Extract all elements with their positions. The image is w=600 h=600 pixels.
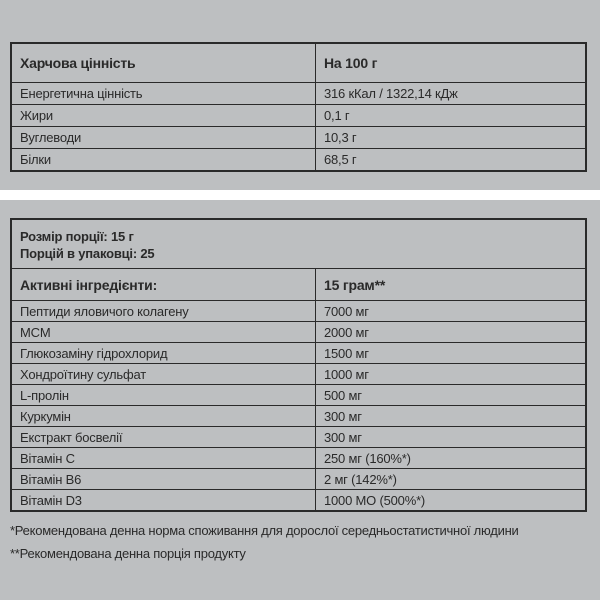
- row-name: Пептиди яловичого колагену: [11, 301, 316, 322]
- row-name: Вітамін D3: [11, 490, 316, 512]
- row-value: 0,1 г: [316, 105, 587, 127]
- table-header-row: [11, 269, 586, 301]
- serving-info-cell: [11, 219, 586, 269]
- header-cell-name: Харчова цінність: [11, 43, 316, 83]
- row-name: Енергетична цінність: [11, 83, 316, 105]
- row-value: 1000 мг: [316, 364, 587, 385]
- row-value: 68,5 г: [316, 149, 587, 172]
- row-name: Куркумін: [11, 406, 316, 427]
- table-row: [11, 448, 586, 469]
- header-cell-value: На 100 г: [316, 43, 587, 83]
- row-value: 300 мг: [316, 406, 587, 427]
- row-value: 2000 мг: [316, 322, 587, 343]
- table-row: [11, 83, 586, 105]
- row-name: MCM: [11, 322, 316, 343]
- row-name: Білки: [11, 149, 316, 172]
- footnote-daily-norm: *Рекомендована денна норма споживання для дорослої середньостатистичної людини: [10, 523, 519, 538]
- row-value: 7000 мг: [316, 301, 587, 322]
- footnotes: [10, 519, 519, 565]
- table-row: [11, 385, 586, 406]
- table-row: [11, 427, 586, 448]
- row-name: Хондроїтину сульфат: [11, 364, 316, 385]
- header-cell-name: Активні інгредієнти:: [11, 269, 316, 301]
- table-row: [11, 469, 586, 490]
- serving-info-row: [11, 219, 586, 269]
- row-name: Жири: [11, 105, 316, 127]
- footnote-daily-serving: **Рекомендована денна порція продукту: [10, 546, 246, 561]
- row-name: Вуглеводи: [11, 127, 316, 149]
- nutrition-table: [10, 42, 587, 172]
- table-row: [11, 490, 586, 512]
- row-value: 2 мг (142%*): [316, 469, 587, 490]
- row-value: 316 кКал / 1322,14 кДж: [316, 83, 587, 105]
- table-header-row: [11, 43, 586, 83]
- table-row: [11, 301, 586, 322]
- table-row: [11, 343, 586, 364]
- row-value: 300 мг: [316, 427, 587, 448]
- row-name: L-пролін: [11, 385, 316, 406]
- row-value: 1500 мг: [316, 343, 587, 364]
- row-value: 250 мг (160%*): [316, 448, 587, 469]
- row-name: Глюкозаміну гідрохлорид: [11, 343, 316, 364]
- header-cell-value: 15 грам**: [316, 269, 587, 301]
- table-row: [11, 322, 586, 343]
- table-row: [11, 127, 586, 149]
- table-row: [11, 105, 586, 127]
- row-value: 1000 МО (500%*): [316, 490, 587, 512]
- table-row: [11, 149, 586, 172]
- servings-per-pack: Порцій в упаковці: 25: [20, 246, 155, 261]
- row-name: Вітамін С: [11, 448, 316, 469]
- table-row: [11, 406, 586, 427]
- row-value: 10,3 г: [316, 127, 587, 149]
- row-name: Вітамін В6: [11, 469, 316, 490]
- table-row: [11, 364, 586, 385]
- row-name: Екстракт босвелії: [11, 427, 316, 448]
- row-value: 500 мг: [316, 385, 587, 406]
- ingredients-table: [10, 218, 587, 512]
- serving-size: Розмір порції: 15 г: [20, 229, 134, 244]
